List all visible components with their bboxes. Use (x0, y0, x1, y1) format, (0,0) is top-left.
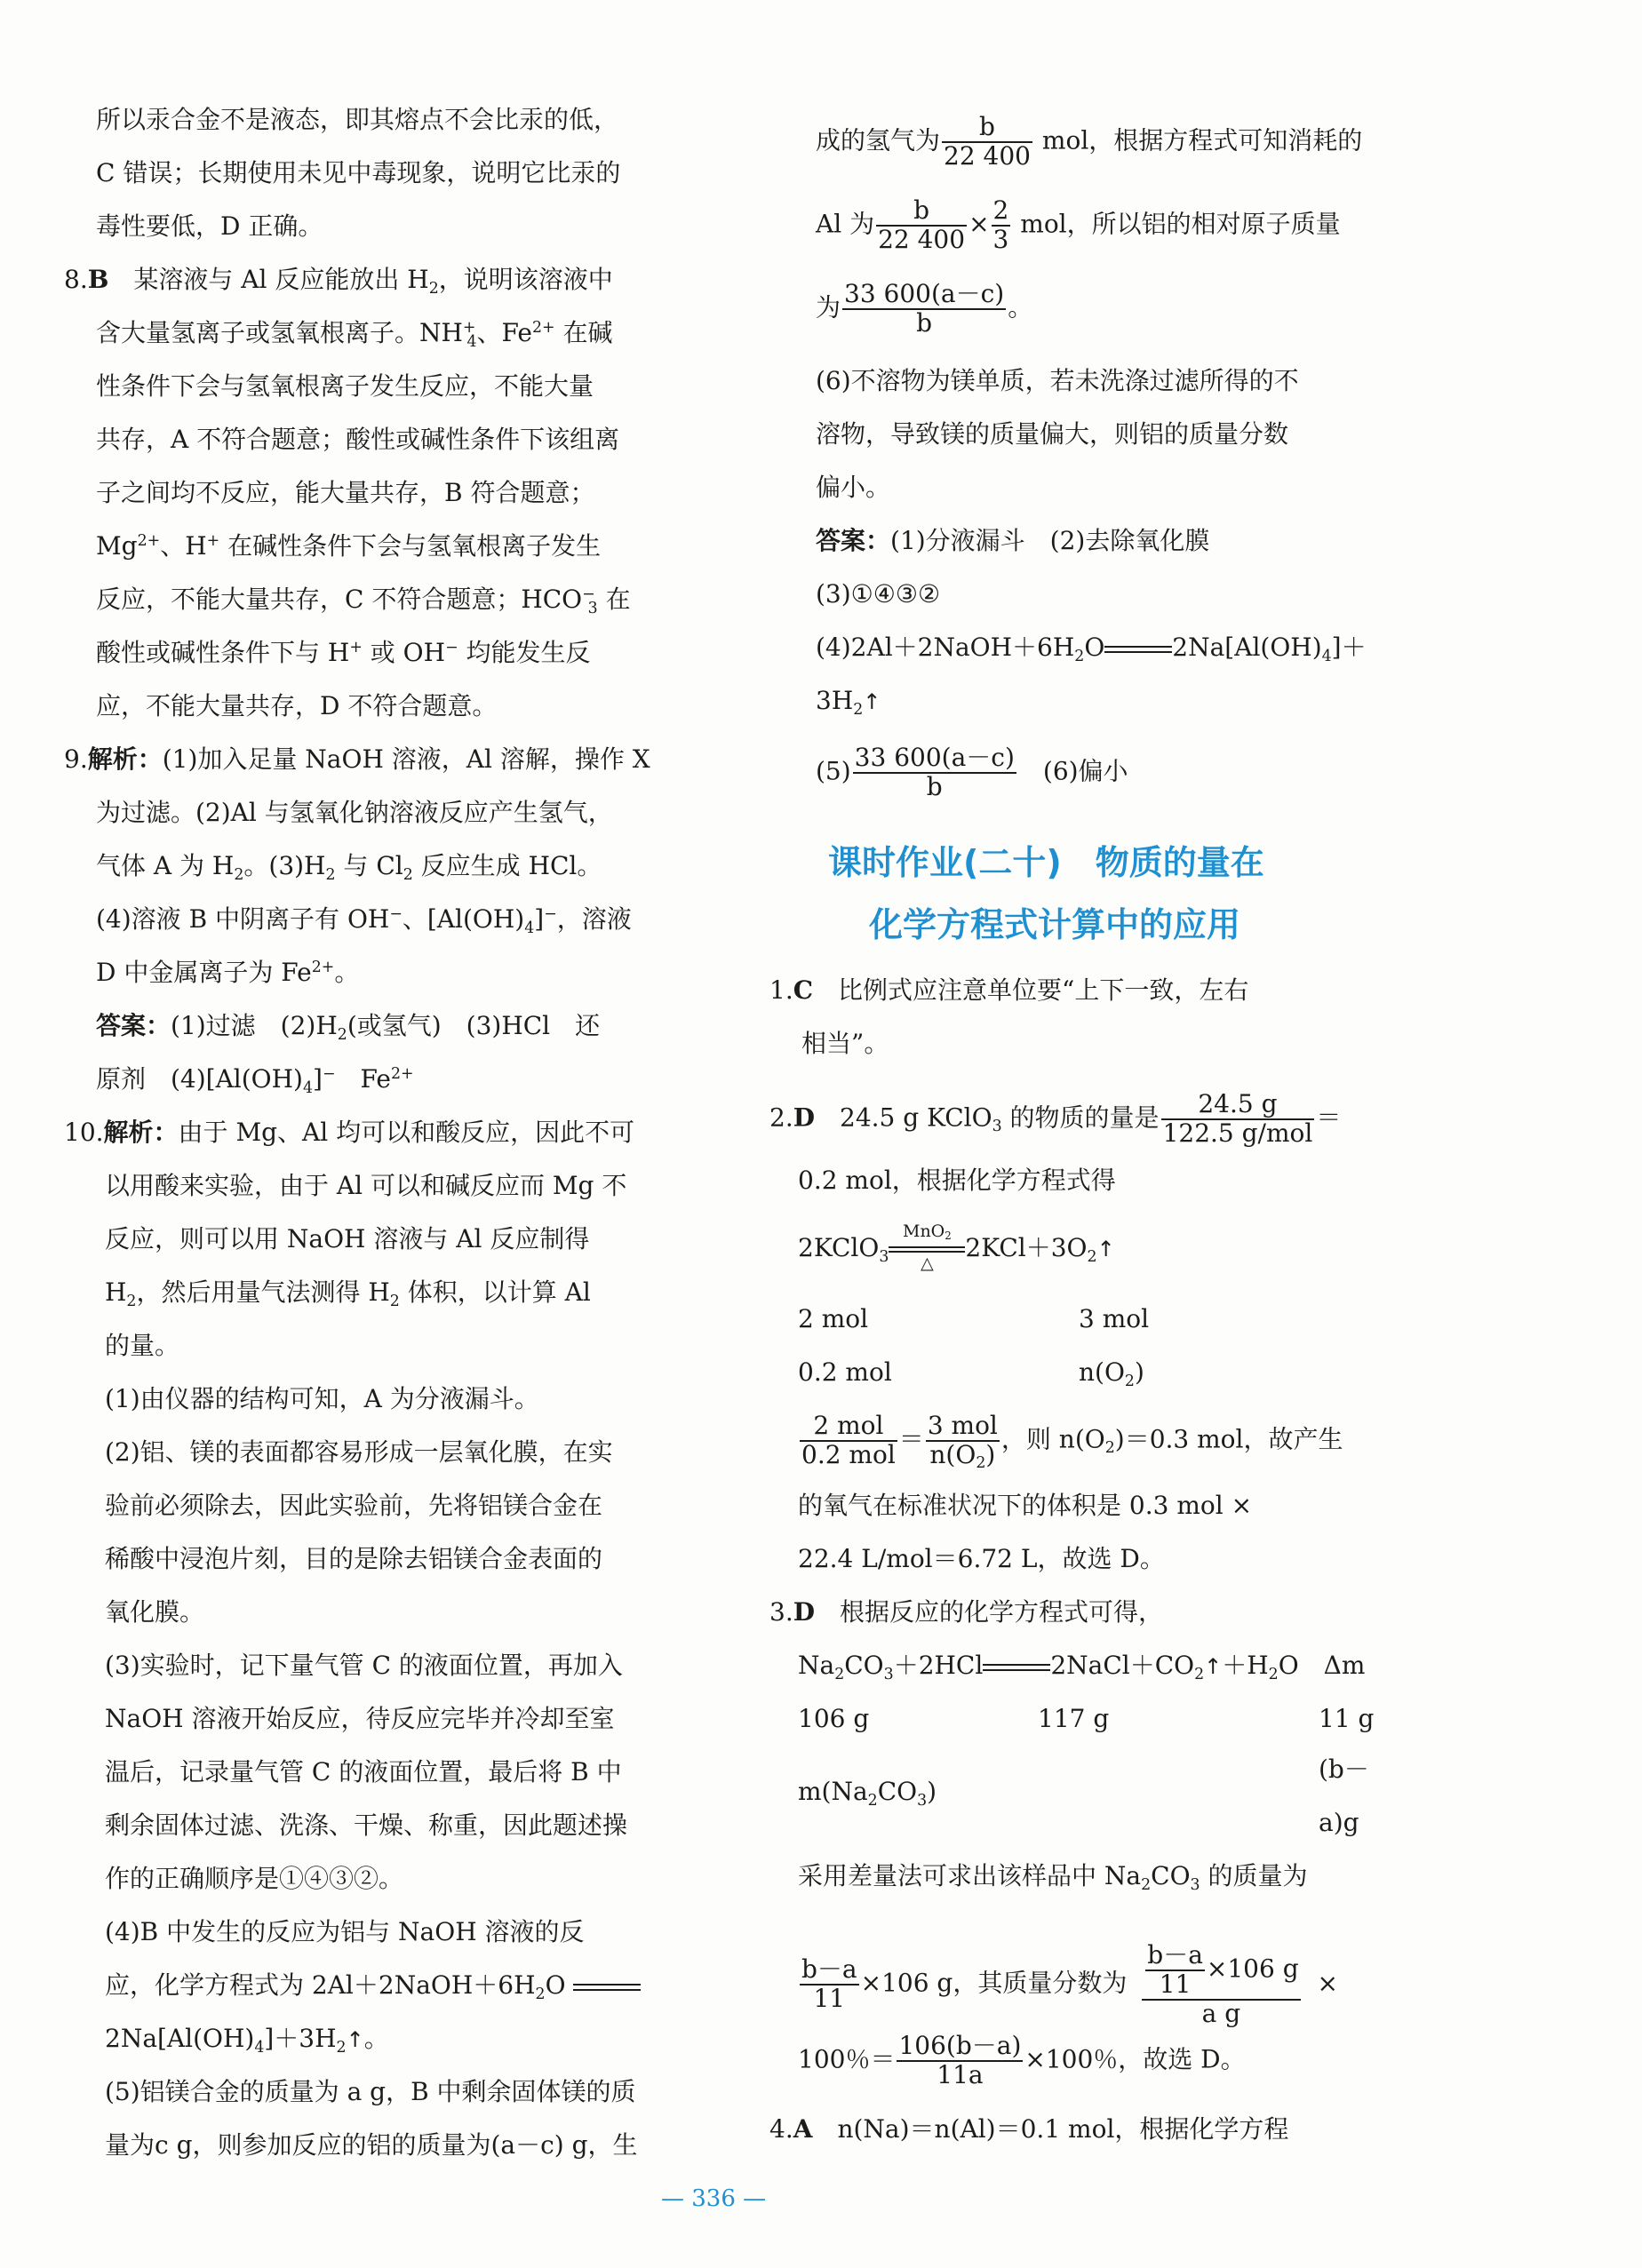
text-line: 氧化膜。 (105, 1597, 205, 1627)
text-line: 3H2↑ (816, 686, 881, 719)
text-line: 共存，A 不符合题意；酸性或碱性条件下该组离 (96, 425, 620, 454)
text-line: 22.4 L/mol＝6.72 L，故选 D。 (798, 1544, 1165, 1573)
text-line: C 错误；长期使用未见中毒现象，说明它比汞的 (96, 158, 621, 187)
text-line: 应，化学方程式为 2Al＋2NaOH＋6H2O (105, 1970, 641, 2001)
text-line: 以用酸来实验，由于 Al 可以和碱反应而 Mg 不 (105, 1171, 627, 1200)
text-line: D 中金属离子为 $Fe^{2+}$。 (96, 958, 360, 987)
text-line: 剩余固体过滤、洗涤、干燥、称重，因此题述操 (105, 1810, 628, 1840)
text-line: NaOH 溶液开始反应，待反应完毕并冷却至室 (105, 1704, 615, 1733)
text-line: 11 g (1319, 1704, 1375, 1733)
text-line: 偏小。 (816, 473, 891, 502)
text-line: (1)由仪器的结构可知，A 为分液漏斗。 (105, 1384, 539, 1413)
question-10: 10.解析：由于 Mg、Al 均可以和酸反应，因此不可 (64, 1118, 635, 1147)
question-3: 3.D 根据反应的化学方程式可得， (769, 1597, 1164, 1627)
text-line: 117 g (1038, 1704, 1110, 1733)
text-line: 成的氢气为 $\frac{b}{22 400}$ mol，根据方程式可知消耗的 (816, 112, 1363, 171)
text-line: 气体 A 为 H2。(3)H2 与 Cl2 反应生成 HCl。 (96, 851, 602, 884)
text-line: 2Na[Al(OH)4]＋3H2↑。 (105, 2024, 389, 2057)
text-line: H2，然后用量气法测得 H2 体积，以计算 Al (105, 1277, 591, 1310)
text-line: (5)铝镁合金的质量为 a g，B 中剩余固体镁的质 (105, 2077, 636, 2106)
text-line: 原剂 (4)[Al(OH)4]− $Fe^{2+}$ (96, 1064, 414, 1097)
text-line: 采用差量法可求出该样品中 Na2CO3 的质量为 (798, 1861, 1308, 1894)
question-4: 4.A n(Na)＝n(Al)＝0.1 mol，根据化学方程 (769, 2114, 1289, 2144)
text-line: 稀酸中浸泡片刻，目的是除去铝镁合金表面的 (105, 1544, 603, 1573)
text-line: a)g (1319, 1808, 1359, 1837)
text-line: 0.2 mol (798, 1357, 892, 1387)
text-line: n(O2) (1079, 1357, 1144, 1390)
text-line: 0.2 mol，根据化学方程式得 (798, 1166, 1116, 1195)
text-line: (6)不溶物为镁单质，若未洗涤过滤所得的不 (816, 366, 1299, 395)
text-line: 含大量氢离子或氢氧根离子。NH+4、$Fe^{2+}$ 在碱 (96, 318, 613, 351)
text-line: 的氧气在标准状况下的体积是 0.3 mol × (798, 1491, 1253, 1520)
text-line: (4)溶液 B 中阴离子有 OH−、[Al(OH)4]−，溶液 (96, 904, 632, 937)
text-line: 应，不能大量共存，D 不符合题意。 (96, 691, 498, 720)
text-line: $Mg^{2+}$、H+ 在碱性条件下会与氢氧根离子发生 (96, 531, 602, 561)
text-line: 反应，则可以用 NaOH 溶液与 Al 反应制得 (105, 1224, 590, 1253)
text-line: 量为c g，则参加反应的铝的质量为(a－c) g，生 (105, 2130, 638, 2160)
text-line: (b－ (1319, 1755, 1369, 1784)
text-line: 温后，记录量气管 C 的液面位置，最后将 B 中 (105, 1757, 622, 1787)
text-line: 100％＝ $\frac{106(b-a)}{11a}$ ×100％，故选 D。 (798, 2031, 1246, 2089)
text-line: (4)2Al＋2NaOH＋6H2O 2Na[Al(OH)4]＋ (816, 633, 1367, 665)
answer-9: 答案：(1)过滤 (2)H2(或氢气) (3)HCl 还 (96, 1011, 601, 1044)
text-line: 为过滤。(2)Al 与氢氧化钠溶液反应产生氢气， (96, 798, 613, 827)
text-line: 验前必须除去，因此实验前，先将铝镁合金在 (105, 1491, 603, 1520)
text-line: $\frac{b-a}{11}$ ×106 g，其质量分数为 $\frac{b-a}{11}$ ×106 g a g × (801, 1940, 1338, 2028)
question-9: 9.解析：(1)加入足量 NaOH 溶液，Al 溶解，操作 X (64, 744, 650, 774)
question-1: 1.C 比例式应注意单位要“上下一致，左右 (769, 975, 1249, 1005)
text-line: 所以汞合金不是液态，即其熔点不会比汞的低， (96, 105, 619, 134)
answer-10: 答案：(1)分液漏斗 (2)去除氧化膜 (816, 526, 1210, 555)
text-line: Al 为 $\frac{b}{22 400}$ × $\frac{2}{3}$ mol，所以铝的相对原子质量 (816, 195, 1341, 254)
text-line: 106 g (798, 1704, 870, 1733)
text-line: 性条件下会与氢氧根离子发生反应，不能大量 (96, 371, 594, 401)
text-line: 为 $\frac{33 600(a-c)}{b}$ 。 (816, 279, 1033, 338)
text-line: 3 mol (1079, 1304, 1150, 1333)
text-line: 子之间均不反应，能大量共存，B 符合题意； (96, 478, 595, 507)
page-number: — 336 — (661, 2185, 767, 2212)
section-heading: 化学方程式计算中的应用 (869, 905, 1241, 944)
text-line: 作的正确顺序是①④③②。 (105, 1864, 404, 1893)
text-line: 2 mol (798, 1304, 869, 1333)
text-line: 相当”。 (801, 1029, 889, 1058)
question-8: 8.B 某溶液与 Al 反应能放出 H2，说明该溶液中 (64, 265, 613, 298)
text-line: (2)铝、镁的表面都容易形成一层氧化膜，在实 (105, 1437, 613, 1467)
text-line: m(Na2CO3) (798, 1777, 937, 1810)
text-line: (5) $\frac{33 600(a-c)}{b}$ (6)偏小 (816, 743, 1128, 801)
text-line: 溶物，导致镁的质量偏大，则铝的质量分数 (816, 419, 1289, 449)
text-line: 酸性或碱性条件下与 H+ 或 OH− 均能发生反 (96, 638, 591, 667)
question-2: 2.D 24.5 g KClO3 的物质的量是 $\frac{24.5 g}{\text{122.5 g/mol}}$ ＝ (769, 1089, 1342, 1148)
text-line: 毒性要低，D 正确。 (96, 211, 323, 241)
equation: Na2CO3＋2HCl 2NaCl＋CO2↑＋H2O Δm (798, 1651, 1366, 1683)
text-line: $\frac{\text{2 mol}}{\text{0.2 mol}}$ ＝ $\frac{\text{3 mol}}{n(O2)}$ ，则 n(O2)＝0.3 mol，故产生 (801, 1411, 1343, 1473)
equation: 2KClO3 MnO2 △ 2KCl＋3O2↑ (798, 1221, 1115, 1273)
text-line: 的量。 (105, 1331, 180, 1360)
section-heading: 课时作业(二十) 物质的量在 (828, 843, 1264, 882)
text-line: (4)B 中发生的反应为铝与 NaOH 溶液的反 (105, 1917, 585, 1946)
text-line: (3)实验时，记下量气管 C 的液面位置，再加入 (105, 1651, 623, 1680)
text-line: (3)①④③② (816, 579, 941, 609)
text-line: 反应，不能大量共存，C 不符合题意；HCO−3 在 (96, 585, 631, 617)
